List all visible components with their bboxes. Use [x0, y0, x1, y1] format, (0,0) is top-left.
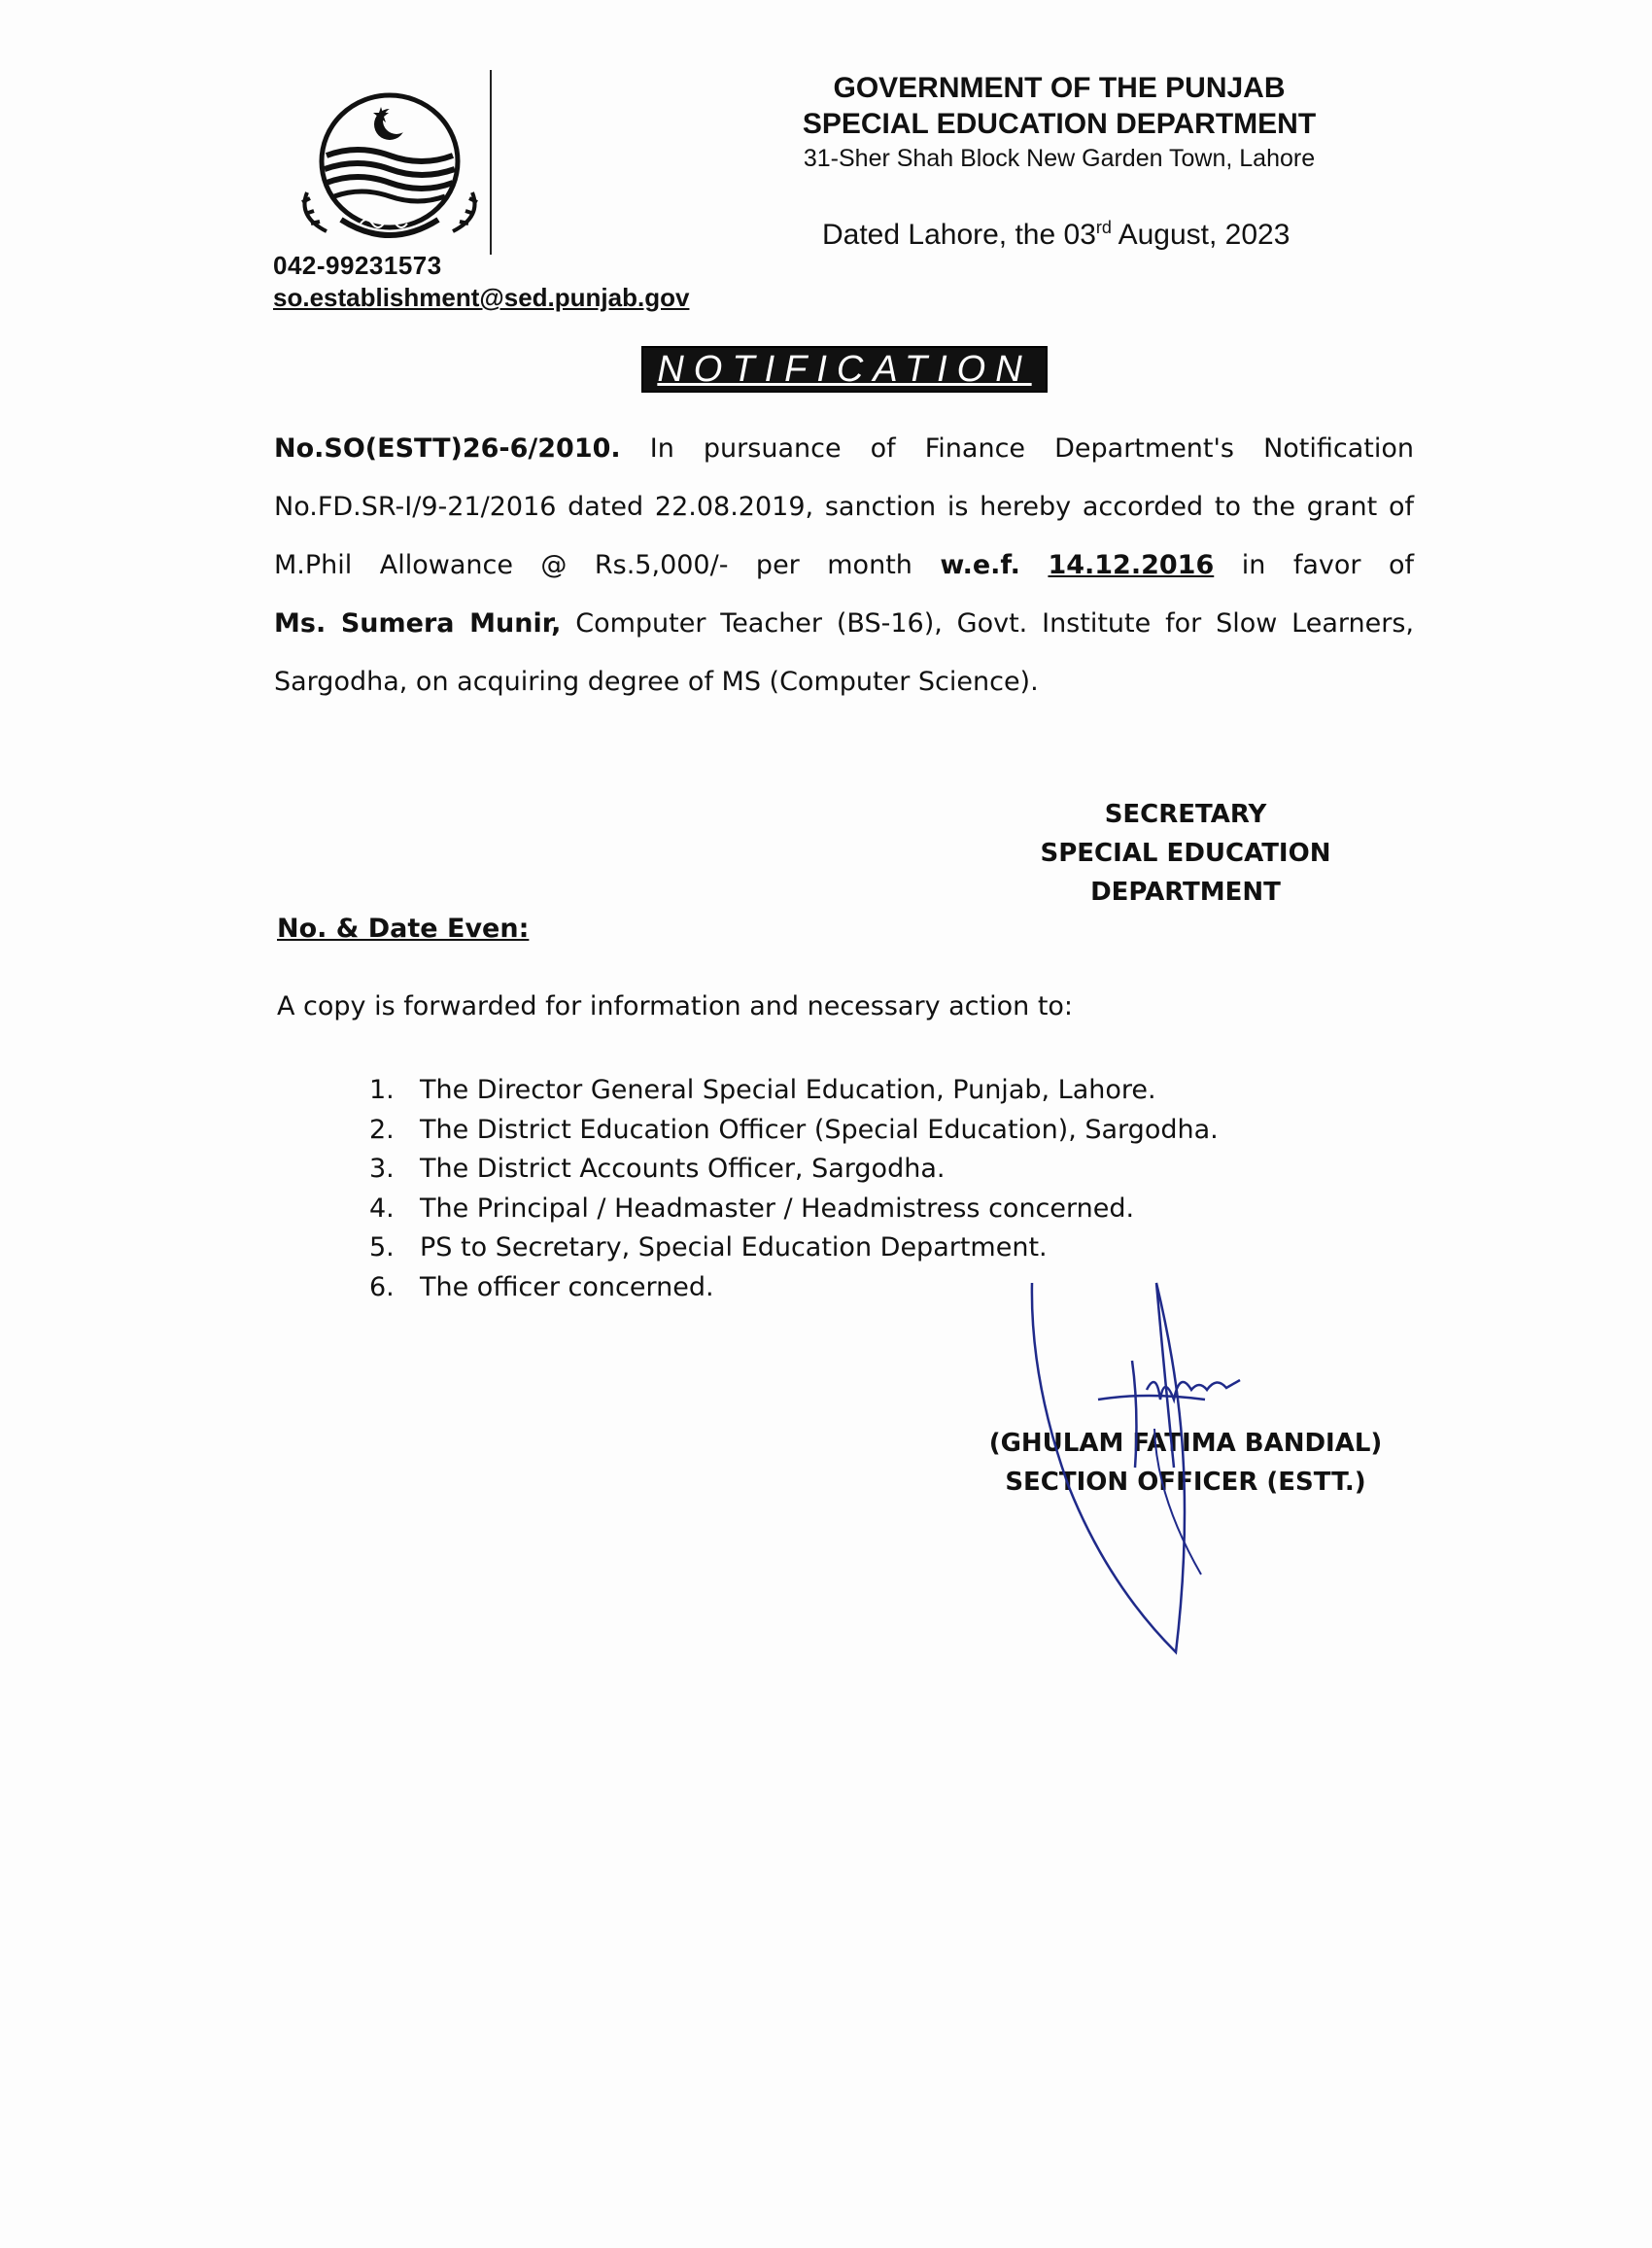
- list-item: [369, 1228, 1219, 1268]
- list-item: [369, 1071, 1219, 1111]
- secretary-line-2: SPECIAL EDUCATION: [1040, 839, 1331, 868]
- dated-line: [822, 210, 1290, 253]
- body-line-5: Sargodha, on acquiring degree of MS (Computer Science).: [274, 667, 1039, 697]
- dated-prefix: Dated Lahore, the 03: [822, 219, 1096, 251]
- secretary-line-3: DEPARTMENT: [1090, 878, 1281, 907]
- wef-label: w.e.f.: [940, 550, 1020, 580]
- contact-email[interactable]: so.establishment@sed.punjab.gov: [273, 283, 690, 312]
- dated-suffix: August, 2023: [1111, 219, 1291, 251]
- contact-phone: 042-99231573: [273, 251, 442, 280]
- department-title: SPECIAL EDUCATION DEPARTMENT: [802, 108, 1317, 140]
- list-item-text: The District Accounts Officer, Sargodha.: [420, 1154, 946, 1184]
- body-line-4-text: Computer Teacher (BS-16), Govt. Institute for Slow Learners,: [575, 608, 1414, 639]
- body-line-3-text: M.Phil Allowance @ Rs.5,000/- per month: [274, 550, 912, 580]
- list-item-number: 5.: [369, 1232, 395, 1262]
- list-item: [369, 1190, 1219, 1229]
- list-item-text: PS to Secretary, Special Education Department.: [420, 1232, 1048, 1262]
- list-item-text: The officer concerned.: [420, 1271, 714, 1302]
- list-item-number: 3.: [369, 1154, 395, 1184]
- list-item-text: The Director General Special Education, Punjab, Lahore.: [420, 1075, 1156, 1105]
- list-item-number: 1.: [369, 1075, 395, 1105]
- person-name: Ms. Sumera Munir,: [274, 608, 562, 639]
- list-item-text: The District Education Officer (Special Education), Sargodha.: [420, 1114, 1219, 1145]
- government-title: GOVERNMENT OF THE PUNJAB: [833, 72, 1286, 104]
- secretary-line-1: SECRETARY: [1104, 800, 1267, 829]
- list-item-text: The Principal / Headmaster / Headmistress concerned.: [420, 1193, 1135, 1224]
- signature-icon: [1011, 1263, 1302, 1672]
- forward-note: A copy is forwarded for information and necessary action to:: [277, 991, 1074, 1021]
- wef-date: 14.12.2016: [1048, 550, 1215, 580]
- department-address: 31-Sher Shah Block New Garden Town, Lahore: [803, 145, 1316, 172]
- body-line-3: [274, 548, 1414, 583]
- no-date-even: No. & Date Even:: [277, 914, 530, 944]
- letterhead-divider: [490, 70, 492, 255]
- reference-number: No.SO(ESTT)26-6/2010.: [274, 433, 621, 464]
- body-line-2: No.FD.SR-I/9-21/2016 dated 22.08.2019, sanction is hereby accorded to the grant of: [274, 492, 1414, 522]
- punjab-government-logo-icon: [288, 86, 492, 251]
- body-line-3-end: in favor of: [1241, 550, 1414, 580]
- body-line-1-text: In pursuance of Finance Department's Notification: [649, 433, 1414, 464]
- list-item-number: 6.: [369, 1271, 395, 1302]
- body-line-4: [274, 606, 1414, 641]
- notification-heading: NOTIFICATION: [641, 346, 1048, 393]
- list-item: [369, 1111, 1219, 1151]
- body-line-1: [274, 432, 1414, 467]
- list-item: [369, 1150, 1219, 1190]
- list-item-number: 2.: [369, 1114, 395, 1145]
- dated-ordinal: rd: [1095, 218, 1112, 237]
- list-item-number: 4.: [369, 1193, 395, 1224]
- officer-title: SECTION OFFICER (ESTT.): [1005, 1468, 1366, 1497]
- secretary-block: [1011, 795, 1360, 912]
- officer-name: (GHULAM FATIMA BANDIAL): [988, 1429, 1383, 1458]
